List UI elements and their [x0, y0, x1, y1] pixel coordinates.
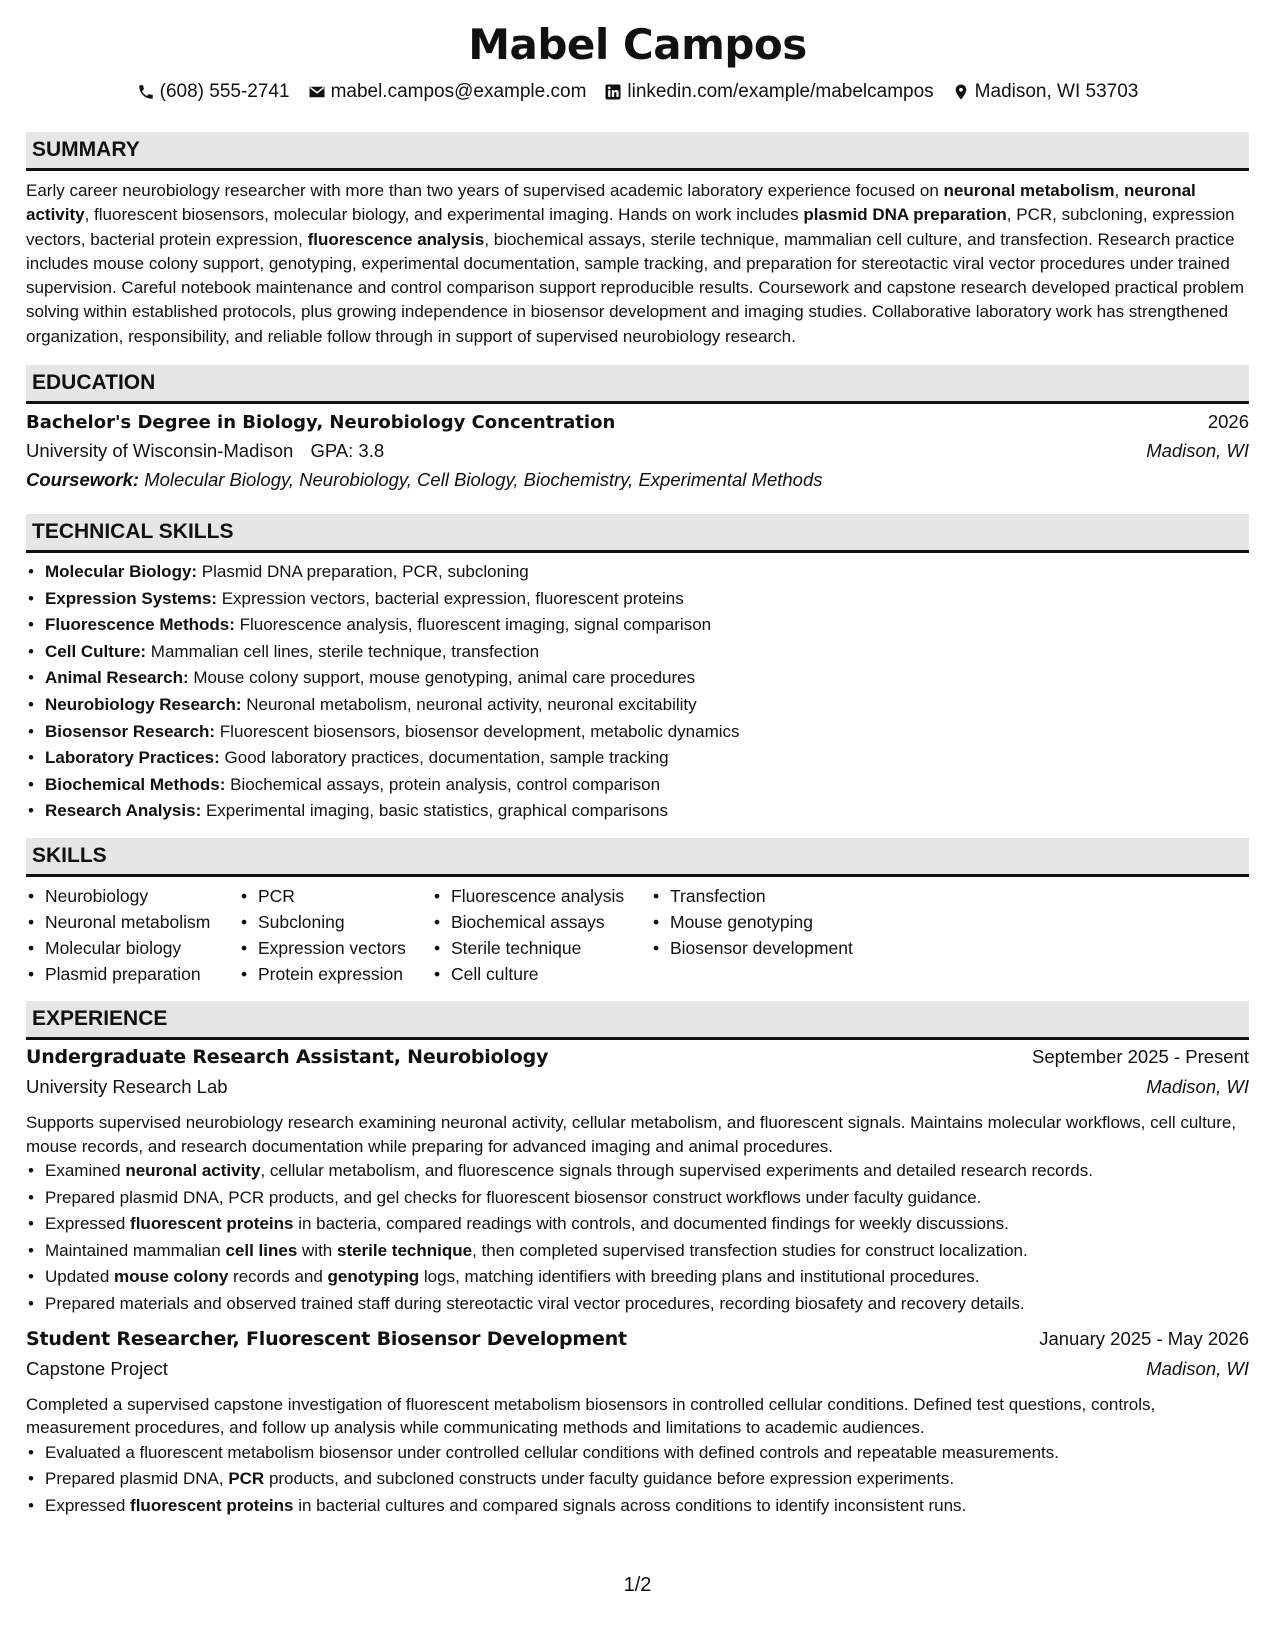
skill-details: Experimental imaging, basic statistics, graphical comparisons [201, 801, 668, 821]
skill-category: Biosensor Research: [45, 721, 216, 741]
skill-item: • Transfection [651, 883, 871, 909]
experience-list [26, 1046, 1249, 1519]
linkedin-icon [604, 83, 622, 101]
skills-column [239, 883, 432, 987]
job-location: Madison, WI [1146, 1076, 1249, 1098]
skill-category: Biochemical Methods: [45, 774, 226, 794]
coursework-list: Molecular Biology, Neurobiology, Cell Biology, Biochemistry, Experimental Methods [144, 469, 823, 491]
technical-skill-item [26, 639, 1249, 666]
education-heading: EDUCATION [26, 365, 1249, 404]
job-bullet [26, 1185, 1249, 1212]
job-title: Student Researcher, Fluorescent Biosensor Development [26, 1327, 627, 1350]
emphasis-text: cell lines [225, 1240, 298, 1260]
text-run: Updated [45, 1267, 114, 1287]
text-run: in bacterial cultures and compared signals across conditions to identify inconsistent runs. [293, 1495, 967, 1515]
skill-item: • Plasmid preparation [26, 961, 239, 987]
email-text: mabel.campos@example.com [330, 81, 587, 102]
skill-item: • Biosensor development [651, 935, 871, 961]
job-description: Completed a supervised capstone investigation of fluorescent metabolism biosensors in controlled cellular conditions. Defined test questions, controls, measurement procedures, and follow up analysis while communicating methods and limitations to academic audiences. [26, 1394, 1156, 1438]
coursework-line [26, 469, 1249, 498]
text-run: Expressed [45, 1495, 131, 1515]
technical-skill-item [26, 798, 1249, 825]
page-number: 1/2 [623, 1574, 652, 1596]
education-entry [26, 411, 1249, 498]
job-title: Undergraduate Research Assistant, Neurobiology [26, 1046, 549, 1069]
skill-details: Plasmid DNA preparation, PCR, subcloning [197, 562, 529, 582]
graduation-year: 2026 [1207, 411, 1249, 433]
emphasis-text: fluorescent proteins [130, 1495, 294, 1515]
skill-item: • Subcloning [239, 909, 432, 935]
skill-details: Neuronal metabolism, neuronal activity, neuronal excitability [241, 695, 697, 715]
job-bullets [26, 1158, 1249, 1318]
skill-item: • Protein expression [239, 961, 432, 987]
emphasis-text: neuronal activity [26, 181, 1196, 225]
skill-category: Research Analysis: [45, 801, 202, 821]
skill-item: • Sterile technique [432, 935, 651, 961]
contact-location [952, 81, 1139, 103]
job-bullet [26, 1158, 1249, 1185]
skill-item: • Fluorescence analysis [432, 883, 651, 909]
map-pin-icon [952, 83, 970, 101]
skill-details: Expression vectors, bacterial expression, fluorescent proteins [216, 588, 684, 608]
emphasis-text: PCR [228, 1469, 265, 1489]
job-bullet [26, 1291, 1249, 1318]
summary-heading: SUMMARY [26, 132, 1249, 171]
skill-details: Fluorescent biosensors, biosensor development, metabolic dynamics [215, 721, 740, 741]
technical-skills-list [26, 559, 1249, 825]
degree-title: Bachelor's Degree in Biology, Neurobiology Concentration [26, 412, 616, 434]
text-run: , fluorescent biosensors, molecular biology, and experimental imaging. Hands on work includes [84, 205, 804, 225]
technical-skill-item [26, 665, 1249, 692]
skill-category: Neurobiology Research: [45, 695, 242, 715]
text-run: , [1114, 181, 1124, 200]
emphasis-text: neuronal activity [125, 1161, 261, 1181]
phone-text: (608) 555-2741 [159, 81, 290, 102]
text-run: Prepared plasmid DNA, PCR products, and gel checks for fluorescent biosensor construct workflows under faculty guidance. [45, 1187, 982, 1207]
text-run: products, and subcloned constructs under faculty guidance before expression experiments. [264, 1469, 955, 1489]
contact-email[interactable] [308, 81, 587, 103]
skill-details: Biochemical assays, protein analysis, control comparison [225, 774, 661, 794]
school-location: Madison, WI [1146, 440, 1249, 462]
job-entry [26, 1328, 1249, 1520]
summary-text [26, 179, 1249, 349]
skill-details: Mouse colony support, mouse genotyping, animal care procedures [188, 668, 696, 688]
coursework-label: Coursework: [26, 469, 140, 491]
text-run: Prepared plasmid DNA, [45, 1469, 229, 1489]
skills-column [651, 883, 871, 987]
text-run: in bacteria, compared readings with controls, and documented findings for weekly discussions. [293, 1214, 1009, 1234]
job-entry [26, 1046, 1249, 1318]
contact-linkedin[interactable] [604, 81, 933, 103]
skill-category: Cell Culture: [45, 641, 147, 661]
skill-category: Animal Research: [45, 668, 189, 688]
text-run: with [297, 1240, 337, 1260]
skill-details: Mammalian cell lines, sterile technique, transfection [146, 641, 540, 661]
skill-item: • PCR [239, 883, 432, 909]
job-bullets [26, 1440, 1249, 1520]
text-run: , PCR, subcloning, expression vectors, bacterial protein expression, [26, 205, 1235, 249]
skills-grid [26, 883, 1249, 987]
job-dates: January 2025 - May 2026 [1039, 1327, 1249, 1349]
skill-item: • Expression vectors [239, 935, 432, 961]
emphasis-text: neuronal metabolism [943, 181, 1115, 200]
emphasis-text: sterile technique [336, 1240, 473, 1260]
job-location: Madison, WI [1146, 1357, 1249, 1379]
technical-skill-item [26, 559, 1249, 586]
text-run: , biochemical assays, sterile technique, mammalian cell culture, and transfection. Research practice includes mouse colony support, genotyping, experimental documentation, sample tracking, and preparation for stereotactic viral vector procedures under trained supervision. Careful notebook maintenance and control comparison support reproducible results. Coursework and capstone research developed practical problem solving within established protocols, plus growing independence in biosensor development and imaging studies. Collaborative laboratory work has strengthened organization, responsibility, and reliable follow through in support of supervised neurobiology research. [26, 229, 1245, 346]
technical-skill-item [26, 772, 1249, 799]
skill-category: Laboratory Practices: [45, 748, 220, 768]
gpa: GPA: 3.8 [310, 440, 385, 462]
job-bullet [26, 1211, 1249, 1238]
contact-bar [26, 74, 1249, 110]
job-bullet [26, 1264, 1249, 1291]
emphasis-text: fluorescent proteins [130, 1214, 294, 1234]
text-run: Evaluated a fluorescent metabolism biosensor under controlled cellular conditions with defined controls and repeatable measurements. [45, 1442, 1059, 1462]
text-run: Maintained mammalian [45, 1240, 226, 1260]
skill-details: Good laboratory practices, documentation, sample tracking [219, 748, 669, 768]
text-run: Expressed [45, 1214, 131, 1234]
job-bullet [26, 1440, 1249, 1467]
contact-phone[interactable] [137, 81, 290, 103]
skill-item: • Cell culture [432, 961, 651, 987]
text-run: Prepared materials and observed trained staff during stereotactic viral vector procedures, recording biosafety and recovery details. [45, 1293, 1025, 1313]
phone-icon [137, 83, 155, 101]
technical-skill-item [26, 692, 1249, 719]
job-bullet [26, 1466, 1249, 1493]
text-run: , cellular metabolism, and fluorescence signals through supervised experiments and detailed research records. [260, 1161, 1093, 1181]
envelope-icon [308, 83, 326, 101]
school-name: University of Wisconsin-Madison [26, 440, 294, 462]
emphasis-text: mouse colony [114, 1267, 229, 1287]
skill-item: • Molecular biology [26, 935, 239, 961]
technical-skills-heading: TECHNICAL SKILLS [26, 514, 1249, 553]
skill-item: • Biochemical assays [432, 909, 651, 935]
linkedin-text: linkedin.com/example/mabelcampos [627, 81, 934, 102]
candidate-name: Mabel Campos [468, 20, 807, 69]
emphasis-text: plasmid DNA preparation [803, 205, 1007, 225]
job-bullet [26, 1493, 1249, 1520]
text-run: records and [228, 1267, 328, 1287]
job-organization: University Research Lab [26, 1076, 228, 1098]
location-text: Madison, WI 53703 [974, 81, 1139, 102]
technical-skill-item [26, 745, 1249, 772]
skills-column [26, 883, 239, 987]
technical-skill-item [26, 612, 1249, 639]
job-bullet [26, 1238, 1249, 1265]
experience-heading: EXPERIENCE [26, 1001, 1249, 1040]
text-run: Examined [45, 1161, 126, 1181]
skill-category: Expression Systems: [45, 588, 217, 608]
text-run: logs, matching identifiers with breeding plans and institutional procedures. [419, 1267, 980, 1287]
job-organization: Capstone Project [26, 1357, 168, 1379]
skill-item: • Neurobiology [26, 883, 239, 909]
skill-item: • Neuronal metabolism [26, 909, 239, 935]
emphasis-text: fluorescence analysis [307, 229, 485, 249]
skills-column [432, 883, 651, 987]
skill-details: Fluorescence analysis, fluorescent imaging, signal comparison [234, 615, 712, 635]
skills-heading: SKILLS [26, 838, 1249, 877]
text-run: , then completed supervised transfection studies for construct localization. [472, 1240, 1028, 1260]
emphasis-text: genotyping [327, 1267, 420, 1287]
skill-category: Molecular Biology: [45, 562, 198, 582]
skill-category: Fluorescence Methods: [45, 615, 235, 635]
job-dates: September 2025 - Present [1032, 1046, 1249, 1068]
skill-item: • Mouse genotyping [651, 909, 871, 935]
technical-skill-item [26, 586, 1249, 613]
text-run: Early career neurobiology researcher with more than two years of supervised academic laboratory experience focused on [26, 181, 944, 200]
technical-skill-item [26, 719, 1249, 746]
job-description: Supports supervised neurobiology research examining neuronal activity, cellular metabolism, and fluorescent signals. Maintains molecular workflows, cell culture, mouse records, and research documentation while preparing for advanced imaging and animal procedures. [26, 1113, 1237, 1156]
